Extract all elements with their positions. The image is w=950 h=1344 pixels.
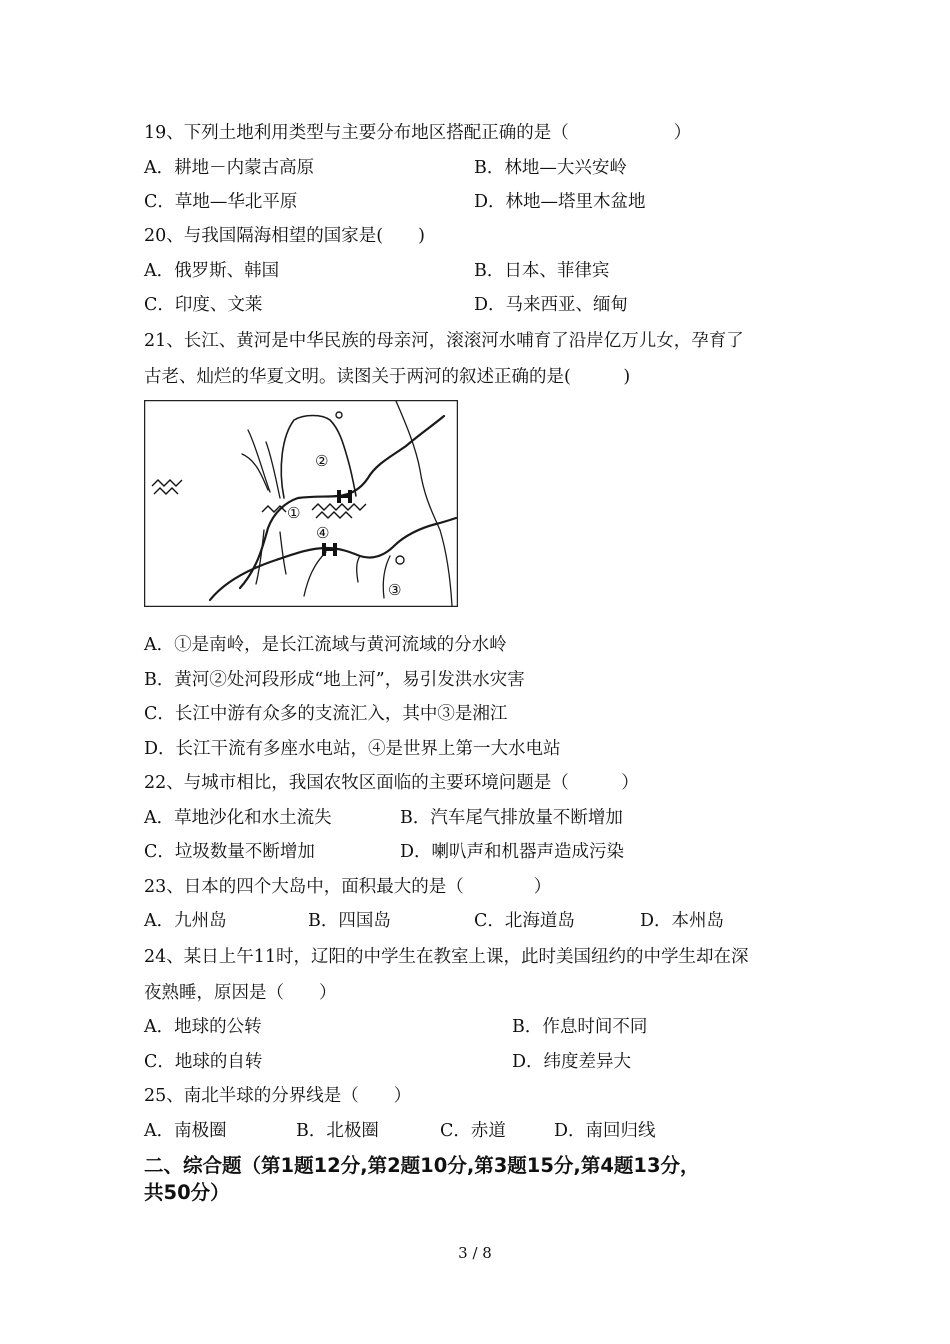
q19-option-c: C．草地—华北平原 bbox=[144, 192, 298, 212]
section2-heading-line2: 共50分） bbox=[144, 1181, 230, 1204]
q21-option-d: D．长江干流有多座水电站，④是世界上第一大水电站 bbox=[144, 739, 561, 759]
q25-stem: 25、南北半球的分界线是（ ） bbox=[144, 1086, 412, 1106]
q24-option-d: D．纬度差异大 bbox=[512, 1052, 632, 1072]
q24-option-c: C．地球的自转 bbox=[144, 1052, 263, 1072]
page-number: 3 / 8 bbox=[458, 1244, 492, 1262]
q19-stem: 19、下列土地利用类型与主要分布地区搭配正确的是（ ） bbox=[144, 123, 692, 143]
q25-option-c: C．赤道 bbox=[440, 1121, 506, 1141]
q21-option-a: A．①是南岭，是长江流域与黄河流域的分水岭 bbox=[144, 635, 507, 655]
q23-stem: 23、日本的四个大岛中，面积最大的是（ ） bbox=[144, 877, 552, 897]
q22-option-d: D．喇叭声和机器声造成污染 bbox=[400, 842, 625, 862]
q23-option-c: C．北海道岛 bbox=[474, 911, 575, 931]
q24-option-a: A．地球的公转 bbox=[144, 1017, 262, 1037]
q19-option-a: A．耕地－内蒙古高原 bbox=[144, 158, 315, 178]
q23-option-d: D．本州岛 bbox=[640, 911, 725, 931]
river-map-figure bbox=[144, 400, 458, 607]
q20-option-a: A．俄罗斯、韩国 bbox=[144, 261, 280, 281]
map-label-1: ① bbox=[287, 504, 301, 522]
q19-option-d: D．林地—塔里木盆地 bbox=[474, 192, 646, 212]
q22-option-b: B．汽车尾气排放量不断增加 bbox=[400, 808, 623, 828]
section2-heading-line1: 二、综合题（第1题12分,第2题10分,第3题15分,第4题13分， bbox=[144, 1154, 700, 1177]
q25-option-b: B．北极圈 bbox=[296, 1121, 379, 1141]
q22-option-c: C．垃圾数量不断增加 bbox=[144, 842, 315, 862]
q20-option-c: C．印度、文莱 bbox=[144, 295, 263, 315]
q21-stem-line2: 古老、灿烂的华夏文明。读图关于两河的叙述正确的是( ) bbox=[144, 367, 631, 387]
q19-option-b: B．林地—大兴安岭 bbox=[474, 158, 627, 178]
q23-option-b: B．四国岛 bbox=[308, 911, 391, 931]
map-label-4: ④ bbox=[316, 524, 330, 542]
q25-option-a: A．南极圈 bbox=[144, 1121, 227, 1141]
q21-stem-line1: 21、长江、黄河是中华民族的母亲河，滚滚河水哺育了沿岸亿万儿女，孕育了 bbox=[144, 331, 744, 351]
q24-option-b: B．作息时间不同 bbox=[512, 1017, 648, 1037]
q24-stem-line1: 24、某日上午11时，辽阳的中学生在教室上课，此时美国纽约的中学生却在深 bbox=[144, 947, 749, 967]
q20-option-b: B．日本、菲律宾 bbox=[474, 261, 610, 281]
q25-option-d: D．南回归线 bbox=[554, 1121, 656, 1141]
q20-stem: 20、与我国隔海相望的国家是( ) bbox=[144, 226, 425, 246]
q22-option-a: A．草地沙化和水土流失 bbox=[144, 808, 332, 828]
q21-option-c: C．长江中游有众多的支流汇入，其中③是湘江 bbox=[144, 704, 508, 724]
q21-option-b: B．黄河②处河段形成“地上河”，易引发洪水灾害 bbox=[144, 670, 525, 690]
map-label-3: ③ bbox=[388, 581, 402, 599]
map-label-2: ② bbox=[315, 452, 329, 470]
q23-option-a: A．九州岛 bbox=[144, 911, 227, 931]
q24-stem-line2: 夜熟睡，原因是（ ） bbox=[144, 983, 337, 1003]
q22-stem: 22、与城市相比，我国农牧区面临的主要环境问题是（ ） bbox=[144, 773, 639, 793]
q20-option-d: D．马来西亚、缅甸 bbox=[474, 295, 629, 315]
